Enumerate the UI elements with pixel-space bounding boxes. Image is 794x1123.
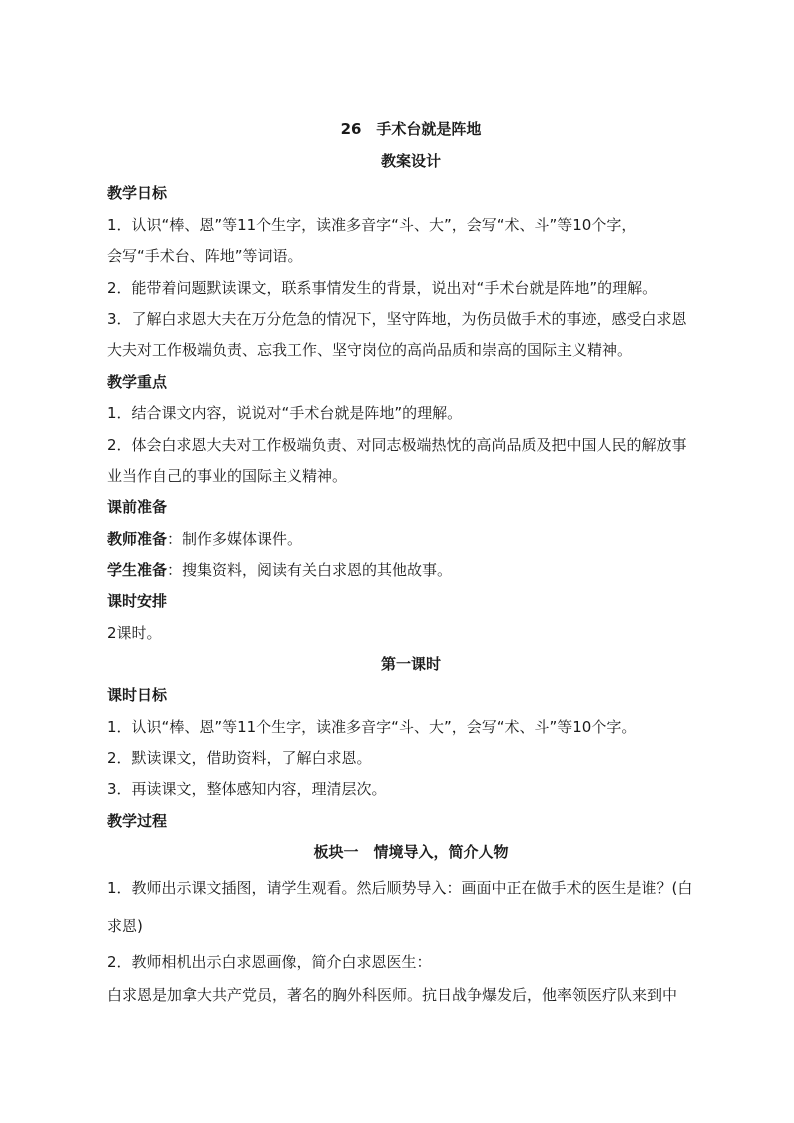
lesson1-goals-heading: 课时日标 bbox=[107, 686, 168, 704]
prep-heading: 课前准备 bbox=[107, 498, 168, 516]
goal-item-1-line-1: 1．认识“棒、恩”等11个生字，读准多音字“斗、大”，会写“术、斗”等10个字， bbox=[107, 216, 637, 234]
prep-student bbox=[107, 560, 715, 580]
prep-student-label: 学生准备 bbox=[107, 561, 168, 579]
goal-item-3-line-2: 大夫对工作极端负责、忘我工作、坚守岗位的高尚品质和崇高的国际主义精神。 bbox=[107, 341, 633, 359]
step-2: 2．教师相机出示白求恩画像，简介白求恩医生： bbox=[107, 953, 432, 971]
goal-item-3-line-1: 3．了解白求恩大夫在万分危急的情况下，坚守阵地，为伤员做手术的事迹，感受白求恩 bbox=[107, 310, 687, 328]
prep-student-text: ：搜集资料，阅读有关白求恩的其他故事。 bbox=[167, 561, 453, 579]
prep-teacher-label: 教师准备 bbox=[107, 530, 168, 548]
goal-item-1-line-2: 会写“手术台、阵地”等词语。 bbox=[107, 247, 303, 265]
keypoints-heading: 教学重点 bbox=[107, 373, 168, 391]
lesson-subtitle: 教案设计 bbox=[380, 152, 441, 170]
step-1-line-1: 1．教师出示课文插图，请学生观看。然后顺势导入：画面中正在做手术的医生是谁？(白 bbox=[107, 879, 693, 897]
goal-item-2: 2．能带着问题默读课文，联系事情发生的背景，说出对“手术台就是阵地”的理解。 bbox=[107, 279, 658, 297]
keypoint-item-1: 1．结合课文内容，说说对“手术台就是阵地”的理解。 bbox=[107, 404, 463, 422]
bio-line-1: 白求恩是加拿大共产党员，著名的胸外科医师。抗日战争爆发后，他率领医疗队来到中 bbox=[107, 986, 678, 1004]
goals-heading: 教学日标 bbox=[107, 184, 168, 202]
prep-teacher-text: ：制作多媒体课件。 bbox=[167, 530, 303, 548]
schedule-heading: 课时安排 bbox=[107, 592, 168, 610]
keypoint-item-2-line-2: 业当作自己的事业的国际主义精神。 bbox=[107, 467, 348, 485]
process-heading: 教学过程 bbox=[107, 812, 168, 830]
lesson-title: 26 手术台就是阵地 bbox=[340, 120, 482, 138]
block-title: 板块一 情境导入，简介人物 bbox=[313, 843, 509, 861]
keypoint-item-2-line-1: 2．体会白求恩大夫对工作极端负责、对同志极端热忱的高尚品质及把中国人民的解放事 bbox=[107, 436, 687, 454]
schedule-text: 2课时。 bbox=[107, 624, 162, 642]
lesson1-goal-3: 3．再读课文，整体感知内容，理清层次。 bbox=[107, 780, 387, 798]
lesson1-goal-2: 2．默读课文，借助资料，了解白求恩。 bbox=[107, 749, 372, 767]
lesson1-goal-1: 1．认识“棒、恩”等11个生字，读准多音字“斗、大”，会写“术、斗”等10个字。 bbox=[107, 718, 637, 736]
step-1-line-2: 求恩) bbox=[107, 917, 143, 935]
prep-teacher bbox=[107, 529, 715, 549]
lesson1-heading: 第一课时 bbox=[380, 655, 441, 673]
document-page bbox=[107, 0, 715, 1123]
